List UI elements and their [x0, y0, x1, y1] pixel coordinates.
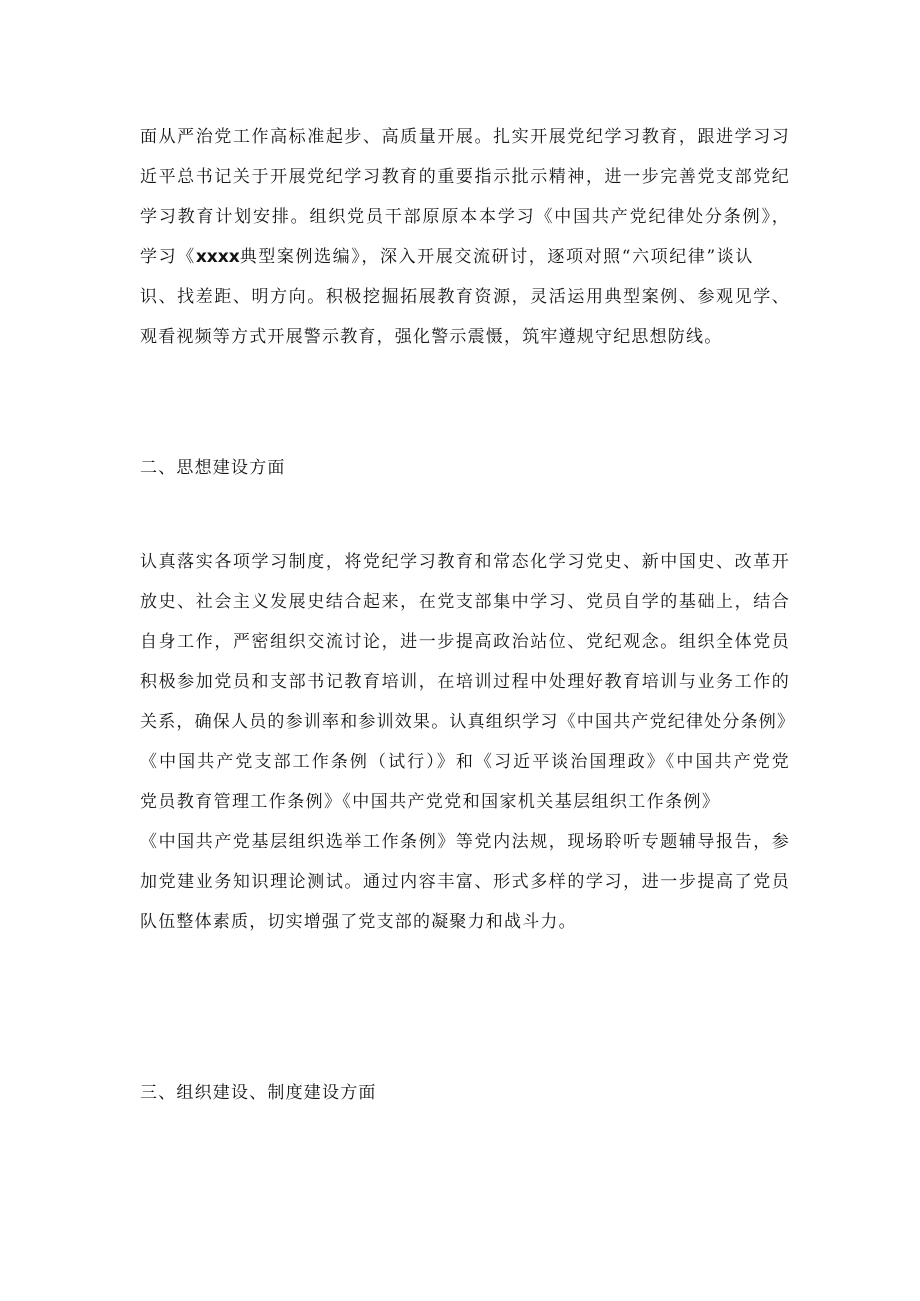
paragraph-line: 《中国共产党基层组织选举工作条例》等党内法规，现场聆听专题辅导报告，参 [140, 832, 790, 852]
paragraph-party-discipline [140, 117, 790, 357]
paragraph-line: 放史、社会主义发展史结合起来，在党支部集中学习、党员自学的基础上，结合 [140, 592, 790, 612]
paragraph-line: 近平总书记关于开展党纪学习教育的重要指示批示精神，进一步完善党支部党纪 [140, 167, 790, 187]
paragraph-line: 学习教育计划安排。组织党员干部原原本本学习《中国共产党纪律处分条例》， [140, 207, 790, 227]
paragraph-line [140, 237, 790, 277]
paragraph-line: 自身工作，严密组织交流讨论，进一步提高政治站位、党纪观念。组织全体党员 [140, 632, 790, 652]
paragraph-line: 加党建业务知识理论测试。通过内容丰富、形式多样的学习，进一步提高了党员 [140, 872, 790, 892]
paragraph-ideology [140, 542, 796, 942]
paragraph-line: 面从严治党工作高标准起步、高质量开展。扎实开展党纪学习教育，跟进学习习 [140, 127, 790, 147]
paragraph-line: 党员教育管理工作条例》《中国共产党党和国家机关基层组织工作条例》 [140, 792, 721, 812]
paragraph-line: 观看视频等方式开展警示教育，强化警示震慑，筑牢遵规守纪思想防线。 [140, 327, 723, 347]
paragraph-line: 《中国共产党支部工作条例（试行）》和《习近平谈治国理政》《中国共产党党 [140, 752, 790, 772]
paragraph-line: 关系，确保人员的参训率和参训效果。认真组织学习《中国共产党纪律处分条例》 [140, 712, 796, 732]
paragraph-line-part: 学习《 [140, 247, 196, 267]
paragraph-line: 认真落实各项学习制度，将党纪学习教育和常态化学习党史、新中国史、改革开 [140, 552, 790, 572]
paragraph-line: 队伍整体素质，切实增强了党支部的凝聚力和战斗力。 [140, 912, 577, 932]
paragraph-line: 识、找差距、明方向。积极挖掘拓展教育资源，灵活运用典型案例、参观见学、 [140, 287, 790, 307]
section-heading-organization: 三、组织建设、制度建设方面 [140, 1083, 377, 1103]
paragraph-line-part: 典型案例选编》，深入开展交流研讨，逐项对照“六项纪律”谈认 [239, 247, 754, 267]
section-heading-ideology: 二、思想建设方面 [140, 458, 286, 478]
redacted-placeholder: xxxx [195, 247, 240, 267]
paragraph-line: 积极参加党员和支部书记教育培训，在培训过程中处理好教育培训与业务工作的 [140, 672, 790, 692]
